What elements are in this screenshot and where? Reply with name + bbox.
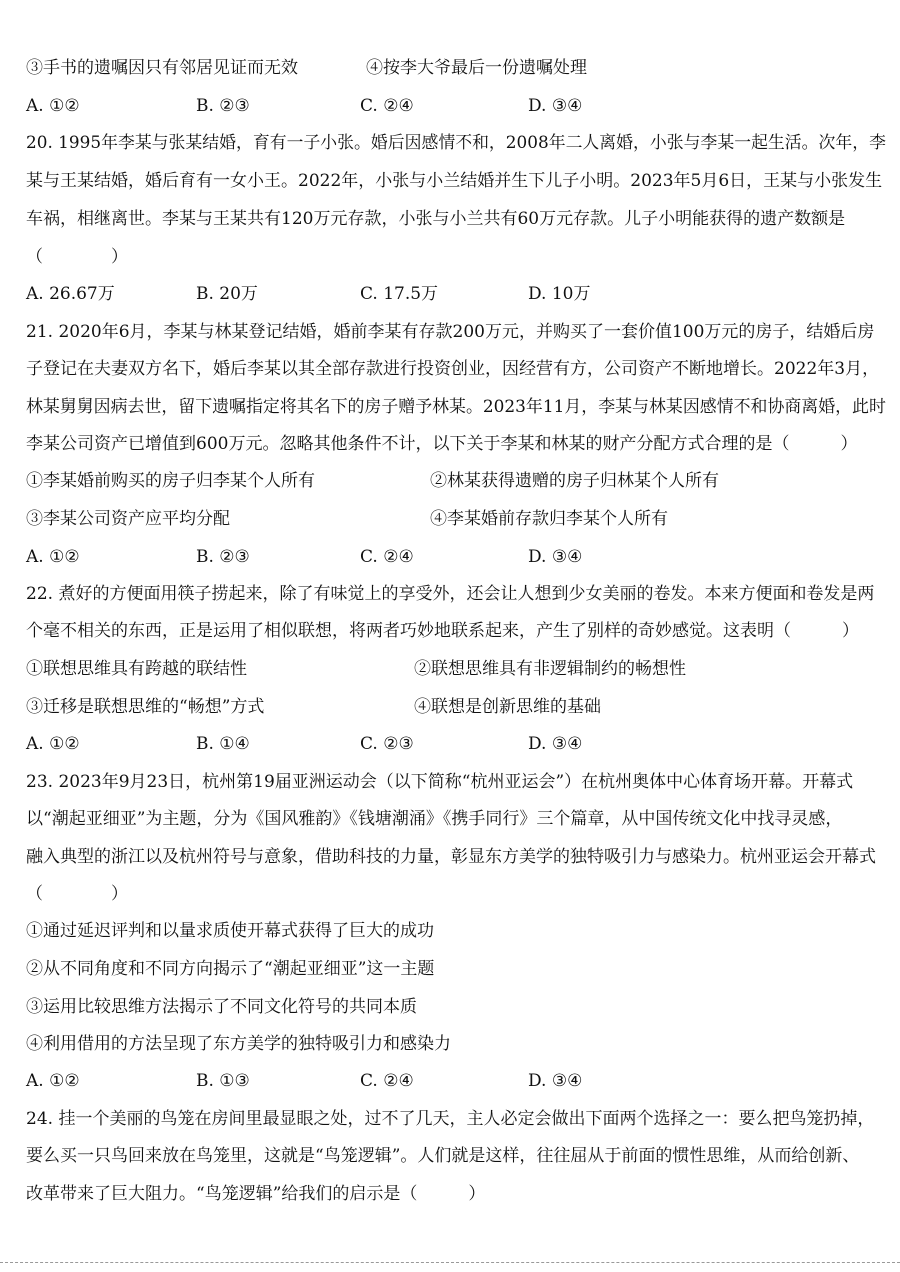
q23-option-b: B. ①③ xyxy=(196,1071,250,1091)
q22-option-b: B. ①④ xyxy=(196,734,250,754)
q19-option-b: B. ②③ xyxy=(196,96,250,116)
q19-statement-4: ④按李大爷最后一份遗嘱处理 xyxy=(366,58,587,78)
q20-stem-line-1: 20. 1995年李某与张某结婚，育有一子小张。婚后因感情不和，2008年二人离婚，小张与李某一起生活。次年，李 xyxy=(26,133,886,153)
q20-option-a: A. 26.67万 xyxy=(26,284,115,304)
q24-stem-line-3: 改革带来了巨大阻力。“鸟笼逻辑”给我们的启示是（ ） xyxy=(26,1184,486,1204)
q23-statement-4: ④利用借用的方法呈现了东方美学的独特吸引力和感染力 xyxy=(26,1034,451,1054)
q20-answer-blank: （ ） xyxy=(26,247,128,267)
q20-stem-line-3: 车祸，相继离世。李某与王某共有120万元存款，小张与小兰共有60万元存款。儿子小明能获得的遗产数额是 xyxy=(26,209,846,229)
q23-stem-line-3: 融入典型的浙江以及杭州符号与意象，借助科技的力量，彰显东方美学的独特吸引力与感染力。杭州亚运会开幕式 xyxy=(26,847,876,867)
q21-statement-1: ①李某婚前购买的房子归李某个人所有 xyxy=(26,471,315,491)
q20-option-c: C. 17.5万 xyxy=(360,284,439,304)
page-bottom-divider xyxy=(0,1262,900,1263)
q23-stem-line-1: 23. 2023年9月23日，杭州第19届亚洲运动会（以下简称“杭州亚运会”）在杭州奥体中心体育场开幕。开幕式 xyxy=(26,772,854,792)
q23-statement-2: ②从不同角度和不同方向揭示了“潮起亚细亚”这一主题 xyxy=(26,959,435,979)
q22-statement-4: ④联想是创新思维的基础 xyxy=(414,697,601,717)
q22-option-c: C. ②③ xyxy=(360,734,414,754)
q21-statement-2: ②林某获得遗赠的房子归林某个人所有 xyxy=(430,471,719,491)
q21-option-c: C. ②④ xyxy=(360,547,414,567)
q23-option-c: C. ②④ xyxy=(360,1071,414,1091)
q24-stem-line-2: 要么买一只鸟回来放在鸟笼里，这就是“鸟笼逻辑”。人们就是这样，往往屈从于前面的惯性思维，从而给创新、 xyxy=(26,1146,860,1166)
q20-option-d: D. 10万 xyxy=(528,284,591,304)
q20-option-b: B. 20万 xyxy=(196,284,258,304)
q19-statement-3: ③手书的遗嘱因只有邻居见证而无效 xyxy=(26,58,298,78)
q23-statement-3: ③运用比较思维方法揭示了不同文化符号的共同本质 xyxy=(26,997,417,1017)
q23-option-d: D. ③④ xyxy=(528,1071,583,1091)
q22-stem-line-2: 个毫不相关的东西，正是运用了相似联想，将两者巧妙地联系起来，产生了别样的奇妙感觉。这表明（ ） xyxy=(26,621,859,641)
q23-statement-1: ①通过延迟评判和以量求质使开幕式获得了巨大的成功 xyxy=(26,921,434,941)
q21-stem-line-2: 子登记在夫妻双方名下，婚后李某以其全部存款进行投资创业，因经营有方，公司资产不断地增长。2022年3月， xyxy=(26,359,880,379)
q21-statement-4: ④李某婚前存款归李某个人所有 xyxy=(430,509,668,529)
q21-option-b: B. ②③ xyxy=(196,547,250,567)
q21-statement-3: ③李某公司资产应平均分配 xyxy=(26,509,230,529)
q23-option-a: A. ①② xyxy=(26,1071,80,1091)
q20-stem-line-2: 某与王某结婚，婚后育有一女小王。2022年，小张与小兰结婚并生下儿子小明。2023年5月6日，王某与小张发生 xyxy=(26,171,883,191)
q21-stem-line-4: 李某公司资产已增值到600万元。忽略其他条件不计，以下关于李某和林某的财产分配方式合理的是（ ） xyxy=(26,434,858,454)
q21-option-a: A. ①② xyxy=(26,547,80,567)
q22-statement-2: ②联想思维具有非逻辑制约的畅想性 xyxy=(414,659,686,679)
q21-option-d: D. ③④ xyxy=(528,547,583,567)
q22-option-d: D. ③④ xyxy=(528,734,583,754)
q22-statement-1: ①联想思维具有跨越的联结性 xyxy=(26,659,247,679)
q19-option-c: C. ②④ xyxy=(360,96,414,116)
q22-statement-3: ③迁移是联想思维的“畅想”方式 xyxy=(26,697,265,717)
q23-answer-blank: （ ） xyxy=(26,884,128,904)
q19-option-d: D. ③④ xyxy=(528,96,583,116)
q19-option-a: A. ①② xyxy=(26,96,80,116)
q23-stem-line-2: 以“潮起亚细亚”为主题，分为《国风雅韵》《钱塘潮涌》《携手同行》三个篇章，从中国传统文化中找寻灵感， xyxy=(26,809,843,829)
q22-option-a: A. ①② xyxy=(26,734,80,754)
q21-stem-line-1: 21. 2020年6月，李某与林某登记结婚，婚前李某有存款200万元，并购买了一套价值100万元的房子，结婚后房 xyxy=(26,322,875,342)
q22-stem-line-1: 22. 煮好的方便面用筷子捞起来，除了有味觉上的享受外，还会让人想到少女美丽的卷发。本来方便面和卷发是两 xyxy=(26,584,875,604)
q21-stem-line-3: 林某舅舅因病去世，留下遗嘱指定将其名下的房子赠予林某。2023年11月，李某与林某因感情不和协商离婚，此时 xyxy=(26,397,886,417)
q24-stem-line-1: 24. 挂一个美丽的鸟笼在房间里最显眼之处，过不了几天，主人必定会做出下面两个选择之一：要么把鸟笼扔掉， xyxy=(26,1109,875,1129)
